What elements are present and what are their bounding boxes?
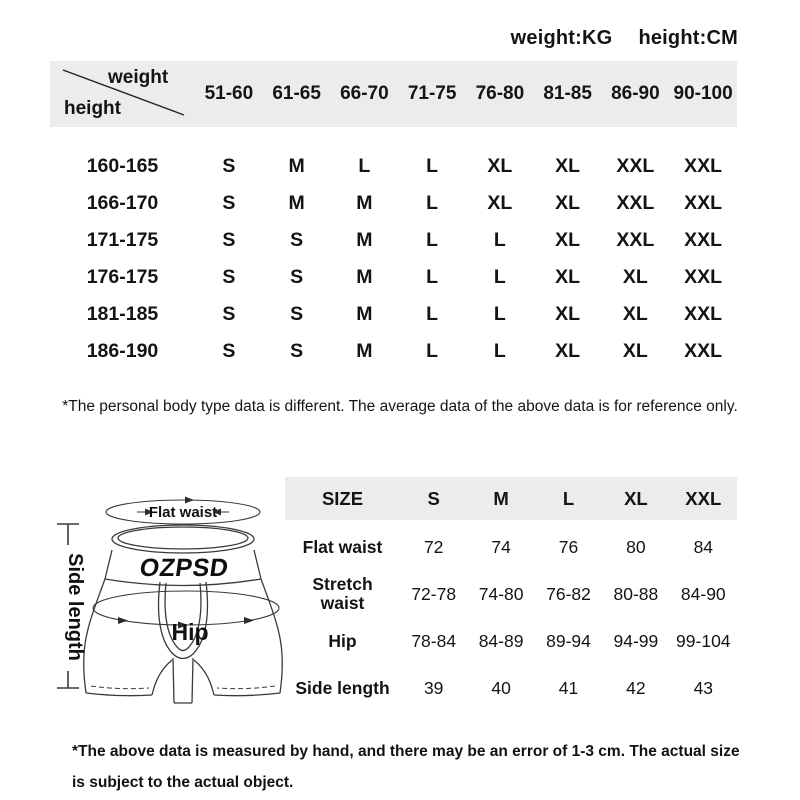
height-range-label: 171-175 — [86, 229, 159, 251]
measurement-value: 80-88 — [613, 584, 659, 604]
size-cell: L — [426, 266, 439, 288]
measurement-value: 84 — [693, 537, 714, 557]
size-cell: S — [222, 155, 236, 177]
measurement-row — [285, 524, 737, 571]
size-cell: M — [356, 229, 373, 251]
brand-logo-text: OZPSD — [137, 554, 231, 582]
weight-column-header: 71-75 — [407, 83, 457, 104]
size-column-header: L — [562, 487, 575, 509]
height-range-label: 186-190 — [86, 340, 159, 362]
measurement-value: 80 — [626, 537, 646, 557]
side-length-label: Side length — [64, 553, 86, 661]
size-cell: XL — [622, 340, 648, 362]
measurement-value: 41 — [558, 678, 579, 698]
size-cell: S — [222, 340, 236, 362]
size-matrix-table — [50, 61, 737, 370]
size-cell: L — [426, 303, 439, 325]
center-gusset — [173, 658, 193, 703]
size-cell: S — [290, 229, 304, 251]
measurement-value: 84-90 — [680, 584, 726, 604]
weight-column-header: 51-60 — [204, 83, 254, 104]
measurement-value: 84-89 — [478, 631, 524, 651]
measurement-label-text: Stretch waist — [312, 574, 373, 613]
measurement-error-note: *The above data is measured by hand, and there may be an error of 1-3 cm. The actual size is subject to the actual object. — [72, 743, 740, 791]
measurement-value: 94-99 — [613, 631, 659, 651]
measurement-label-text: Flat waist — [302, 537, 383, 557]
size-column-header: S — [427, 487, 440, 509]
body-type-note: *The personal body type data is different. The average data of the above data is for reference only. — [62, 398, 738, 415]
flat-waist-ellipse-arrow-icon — [185, 497, 194, 504]
size-cell: L — [493, 340, 506, 362]
size-cell: L — [493, 303, 506, 325]
left-leg-hem — [86, 693, 152, 696]
size-cell: S — [290, 340, 304, 362]
weight-column-header: 86-90 — [611, 83, 660, 104]
waist-opening-inner — [118, 527, 248, 549]
size-cell: S — [290, 303, 304, 325]
size-cell: XL — [622, 266, 648, 288]
size-cell: S — [222, 266, 236, 288]
hip-right-arrow-icon — [244, 617, 254, 624]
measurement-value: 40 — [491, 678, 511, 698]
measurement-value: 78-84 — [411, 631, 457, 651]
size-cell: L — [426, 340, 439, 362]
left-leg-inner-edge — [152, 660, 172, 695]
measurements-body — [285, 524, 737, 712]
size-cell: S — [222, 303, 236, 325]
weight-column-header: 66-70 — [340, 83, 389, 104]
measurements-table — [285, 477, 737, 712]
height-range-label: 176-175 — [86, 266, 159, 288]
shorts-right-outline — [261, 579, 282, 693]
height-range-label: 181-185 — [86, 303, 159, 325]
size-cell: L — [493, 266, 506, 288]
shorts-diagram — [38, 487, 290, 722]
size-cell: XXL — [616, 155, 655, 177]
weight-unit-label: weight:KG — [510, 27, 613, 49]
right-hem-stitching — [217, 686, 275, 689]
size-column-header: XXL — [685, 487, 722, 509]
size-matrix-row — [50, 185, 737, 222]
right-leg-inner-edge — [194, 660, 214, 695]
unit-labels — [511, 27, 738, 50]
flat-waist-label: Flat waist — [148, 504, 218, 521]
size-cell: S — [222, 192, 236, 214]
size-cell: XXL — [616, 229, 655, 251]
size-cell: L — [493, 229, 506, 251]
hip-left-arrow-icon — [118, 617, 128, 624]
measurement-value: 72 — [423, 537, 444, 557]
size-cell: XL — [487, 155, 513, 177]
size-cell: M — [356, 340, 373, 362]
size-cell: XXL — [684, 340, 723, 362]
weight-column-header: 90-100 — [673, 83, 733, 104]
height-range-label: 166-170 — [86, 192, 159, 214]
size-matrix-row — [50, 222, 737, 259]
measurement-value: 72-78 — [411, 584, 457, 604]
weight-column-header: 76-80 — [475, 83, 525, 104]
size-cell: XL — [487, 192, 513, 214]
measurement-label-text: Hip — [328, 631, 357, 651]
waistband-right-edge — [254, 550, 261, 579]
left-hem-stitching — [91, 686, 149, 689]
size-cell: M — [356, 266, 373, 288]
corner-height-label: height — [64, 98, 121, 119]
measurement-label — [285, 575, 400, 614]
right-leg-hem — [214, 693, 280, 696]
measurement-value: 89-94 — [546, 631, 591, 651]
corner-weight-label: weight — [108, 67, 169, 88]
size-matrix-row — [50, 148, 737, 185]
measurement-value: 76-82 — [546, 584, 591, 604]
size-cell: XL — [555, 229, 581, 251]
size-column-header: XL — [624, 487, 648, 509]
measurements-header — [285, 477, 737, 520]
size-cell: XL — [555, 303, 581, 325]
hip-label: Hip — [171, 619, 209, 645]
size-cell: L — [426, 155, 439, 177]
measurement-row — [285, 571, 737, 618]
size-cell: XXL — [684, 155, 723, 177]
measurement-value: 42 — [626, 678, 646, 698]
height-range-label: 160-165 — [86, 155, 159, 177]
size-cell: XXL — [684, 229, 723, 251]
height-unit-label: height:CM — [638, 27, 738, 49]
size-cell: S — [222, 229, 236, 251]
size-cell: M — [356, 192, 373, 214]
size-cell: L — [426, 192, 439, 214]
measurement-value: 74-80 — [478, 584, 524, 604]
size-matrix-header — [50, 61, 737, 127]
size-cell: M — [288, 192, 305, 214]
size-cell: XXL — [684, 266, 723, 288]
measurement-value: 43 — [693, 678, 714, 698]
weight-column-header: 61-65 — [272, 83, 321, 104]
size-cell: L — [426, 229, 439, 251]
measurement-row — [285, 618, 737, 665]
size-cell: XL — [555, 266, 581, 288]
size-cell: XXL — [616, 192, 655, 214]
size-matrix-row — [50, 333, 737, 370]
weight-column-header: 81-85 — [543, 83, 592, 104]
measurement-value: 76 — [558, 537, 579, 557]
measurement-value: 74 — [491, 537, 511, 557]
size-cell: M — [356, 303, 373, 325]
measurement-row — [285, 665, 737, 712]
measurement-value: 39 — [423, 678, 444, 698]
size-cell: M — [288, 155, 305, 177]
size-column-header: M — [493, 487, 509, 509]
size-cell: S — [290, 266, 304, 288]
measurement-label — [285, 678, 400, 699]
size-cell: XXL — [684, 192, 723, 214]
measurement-label-text: Side length — [295, 678, 390, 698]
size-cell: L — [358, 155, 371, 177]
size-cell: XXL — [684, 303, 723, 325]
size-cell: XL — [555, 155, 581, 177]
size-cell: XL — [555, 340, 581, 362]
size-matrix-row — [50, 296, 737, 333]
measurement-value: 99-104 — [676, 631, 731, 651]
size-cell: XL — [622, 303, 648, 325]
waistband-left-edge — [105, 550, 112, 579]
size-column-header: SIZE — [321, 487, 364, 509]
measurement-label — [285, 631, 400, 652]
size-matrix-body — [50, 148, 737, 370]
measurement-label — [285, 537, 400, 558]
matrix-corner-cell — [50, 61, 195, 127]
size-matrix-row — [50, 259, 737, 296]
size-cell: XL — [555, 192, 581, 214]
